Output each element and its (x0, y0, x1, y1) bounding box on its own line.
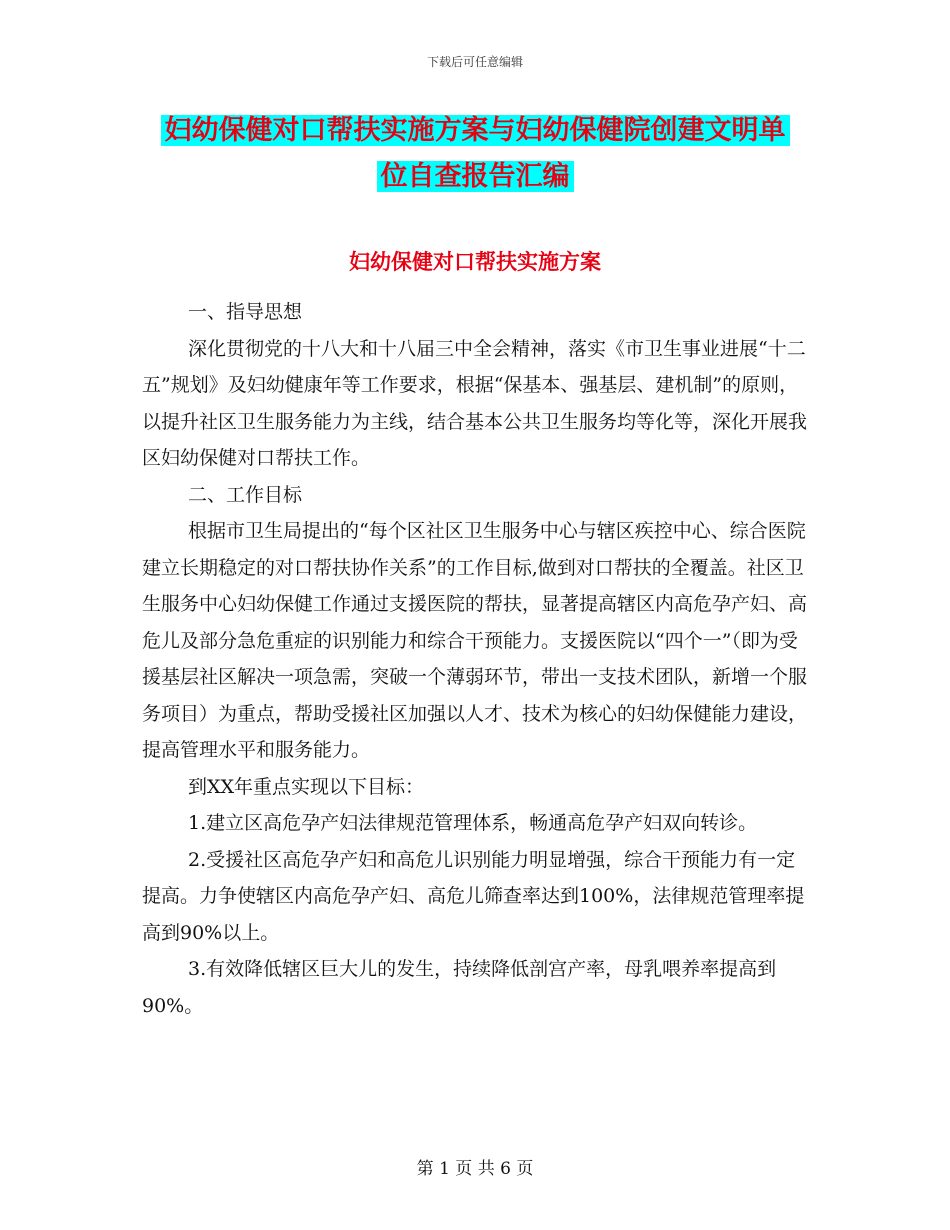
paragraph-guiding-ideology: 深化贯彻党的十八大和十八届三中全会精神，落实《市卫生事业进展“十二五”规划》及妇幼健康年等工作要求，根据“保基本、强基层、建机制”的原则，以提升社区卫生服务能力为主线，结合基本公共卫生服务均等化等，深化开展我区妇幼保健对口帮扶工作。 (142, 337, 808, 469)
main-title-line-2: 位自查报告汇编 (377, 161, 574, 192)
paragraph-target-1: 1.建立区高危孕产妇法律规范管理体系，畅通高危孕产妇双向转诊。 (188, 812, 758, 834)
paragraph-target-3: 3.有效降低辖区巨大儿的发生，持续降低剖宫产率，母乳喂养率提高到90%。 (142, 958, 777, 1017)
document-body (142, 294, 812, 1024)
paragraph-targets-intro: 到XX年重点实现以下目标： (188, 775, 425, 798)
section-title: 妇幼保健对口帮扶实施方案 (349, 250, 601, 274)
paragraph-work-goals: 根据市卫生局提出的“每个区社区卫生服务中心与辖区疾控中心、综合医院建立长期稳定的对口帮扶协作关系”的工作目标,做到对口帮扶的全覆盖。社区卫生服务中心妇幼保健工作通过支援医院的帮扶，显著提高辖区内高危孕产妇、高危儿及部分急危重症的识别能力和综合干预能力。支援医院以“四个一”（即为受援基层社区解决一项急需，突破一个薄弱环节，带出一支技术团队，新增一个服务项目）为重点，帮助受援社区加强以人才、技术为核心的妇幼保健能力建设，提高管理水平和服务能力。 (142, 520, 808, 761)
heading-guiding-ideology: 一、指导思想 (188, 301, 303, 323)
header-note: 下载后可任意编辑 (426, 55, 523, 69)
heading-work-goals: 二、工作目标 (188, 483, 303, 506)
main-title-line-1: 妇幼保健对口帮扶实施方案与妇幼保健院创建文明单 (161, 115, 790, 146)
page-footer: 第 1 页 共 6 页 (416, 1159, 534, 1179)
paragraph-target-2: 2.受援社区高危孕产妇和高危儿识别能力明显增强，综合干预能力有一定提高。力争使辖区内高危孕产妇、高危儿筛查率达到100%，法律规范管理率提高到90%以上。 (142, 848, 805, 944)
main-title (0, 108, 950, 200)
